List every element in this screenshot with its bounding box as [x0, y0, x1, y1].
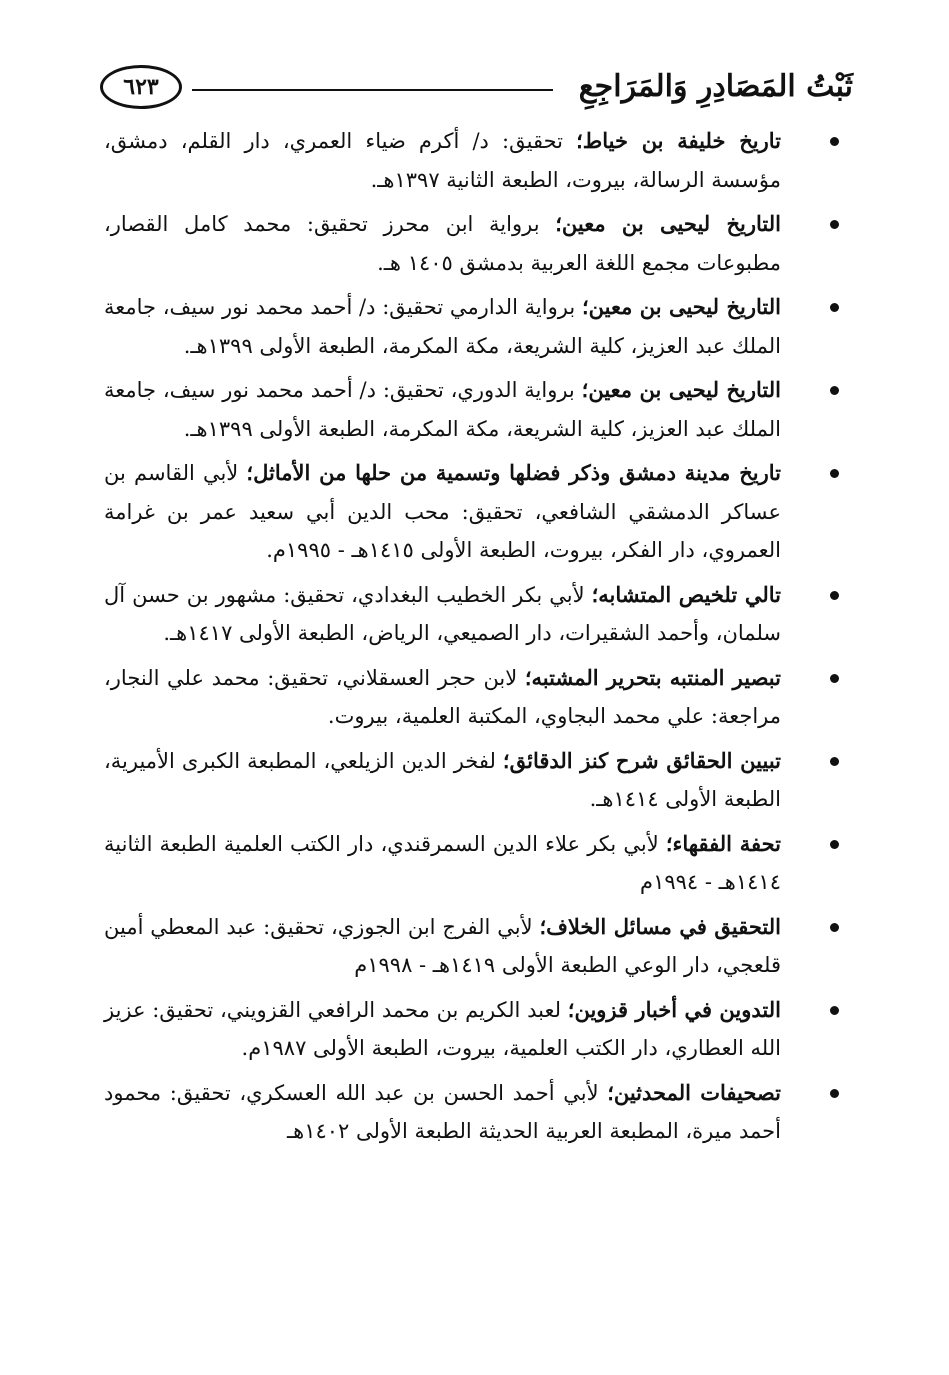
- bullet-icon: [830, 591, 839, 600]
- bibliography-entry: [104, 825, 839, 902]
- entry-text: لأبي الفرج ابن الجوزي، تحقيق: عبد المعطي أمين قلعجي، دار الوعي الطبعة الأولى ١٤١٩هـ - ١٩٩٨م: [104, 914, 781, 977]
- bullet-icon: [830, 137, 839, 146]
- entry-title: تصحيفات المحدثين؛: [607, 1079, 781, 1105]
- bullet-icon: [830, 1006, 839, 1015]
- entry-text: لفخر الدين الزيلعي، المطبعة الكبرى الأميرية، الطبعة الأولى ١٤١٤هـ.: [104, 748, 781, 811]
- bibliography-entry: [104, 742, 839, 819]
- bibliography-entry: [104, 908, 839, 985]
- entry-text: برواية الدارمي تحقيق: د/ أحمد محمد نور سيف، جامعة الملك عبد العزيز، كلية الشريعة، مكة المكرمة، الطبعة الأولى ١٣٩٩هـ.: [104, 295, 781, 358]
- entry-title: التحقيق في مسائل الخلاف؛: [539, 913, 781, 939]
- bullet-icon: [830, 220, 839, 229]
- entry-text: لابن حجر العسقلاني، تحقيق: محمد علي النجار، مراجعة: علي محمد البجاوي، المكتبة العلمية، بيروت.: [104, 665, 781, 728]
- entry-title: تبيين الحقائق شرح كنز الدقائق؛: [502, 747, 782, 773]
- bibliography-entry: [104, 454, 839, 570]
- entry-title: التدوين في أخبار قزوين؛: [567, 996, 781, 1022]
- entry-text: لعبد الكريم بن محمد الرافعي القزويني، تحقيق: عزيز الله العطاري، دار الكتب العلمية، بيروت، الطبعة الأولى ١٩٨٧م.: [104, 997, 781, 1060]
- entry-title: تاريخ خليفة بن خياط؛: [576, 128, 781, 153]
- bibliography-entry: [104, 122, 839, 199]
- entry-title: تبصير المنتبه بتحرير المشتبه؛: [524, 664, 781, 690]
- entry-title: تحفة الفقهاء؛: [665, 830, 781, 856]
- bibliography-list: [104, 122, 839, 1157]
- bullet-icon: [830, 469, 839, 478]
- entry-text: برواية الدوري، تحقيق: د/ أحمد محمد نور سيف، جامعة الملك عبد العزيز، كلية الشريعة، مكة المكرمة، الطبعة الأولى ١٣٩٩هـ.: [104, 378, 781, 441]
- bullet-icon: [830, 757, 839, 766]
- header-rule: [192, 89, 553, 91]
- bullet-icon: [830, 674, 839, 683]
- entry-text: برواية ابن محرز تحقيق: محمد كامل القصار، مطبوعات مجمع اللغة العربية بدمشق ١٤٠٥ هـ.: [104, 212, 781, 275]
- bibliography-entry: [104, 371, 839, 448]
- entry-title: التاريخ ليحيى بن معين؛: [581, 377, 781, 402]
- bullet-icon: [830, 840, 839, 849]
- bibliography-entry: [104, 288, 839, 365]
- page-header: [100, 55, 853, 125]
- entry-text: لأبي أحمد الحسن بن عبد الله العسكري، تحقيق: محمود أحمد ميرة، المطبعة العربية الحديثة الطبعة الأولى ١٤٠٢هـ: [104, 1080, 781, 1143]
- bullet-icon: [830, 1089, 839, 1098]
- page-number-badge: ٦٢٣: [100, 65, 182, 109]
- bibliography-entry: [104, 205, 839, 282]
- page-title: ثَبْتُ المَصَادِرِ وَالمَرَاجِعِ: [578, 69, 853, 104]
- entry-title: تاريخ مدينة دمشق وذكر فضلها وتسمية من حلها من الأماثل؛: [246, 460, 781, 485]
- bibliography-entry: [104, 659, 839, 736]
- entry-title: تالي تلخيص المتشابه؛: [591, 581, 781, 607]
- bullet-icon: [830, 303, 839, 312]
- entry-title: التاريخ ليحيى بن معين؛: [555, 211, 781, 236]
- bullet-icon: [830, 923, 839, 932]
- entry-title: التاريخ ليحيى بن معين؛: [581, 294, 781, 319]
- bibliography-entry: [104, 991, 839, 1068]
- entry-text: لأبي بكر علاء الدين السمرقندي، دار الكتب العلمية الطبعة الثانية ١٤١٤هـ - ١٩٩٤م: [104, 831, 781, 894]
- bibliography-entry: [104, 576, 839, 653]
- bullet-icon: [830, 386, 839, 395]
- entry-text: لأبي القاسم بن عساكر الدمشقي الشافعي، تحقيق: محب الدين أبي سعيد عمر بن غرامة العمروي، دار الفكر، بيروت، الطبعة الأولى ١٤١٥هـ - ١٩٩٥م.: [104, 461, 781, 562]
- bibliography-entry: [104, 1074, 839, 1151]
- entry-text: لأبي بكر الخطيب البغدادي، تحقيق: مشهور بن حسن آل سلمان، وأحمد الشقيرات، دار الصميعي، الرياض، الطبعة الأولى ١٤١٧هـ.: [104, 582, 781, 645]
- entry-text: تحقيق: د/ أكرم ضياء العمري، دار القلم، دمشق، مؤسسة الرسالة، بيروت، الطبعة الثانية ١٣٩٧هـ.: [104, 129, 781, 192]
